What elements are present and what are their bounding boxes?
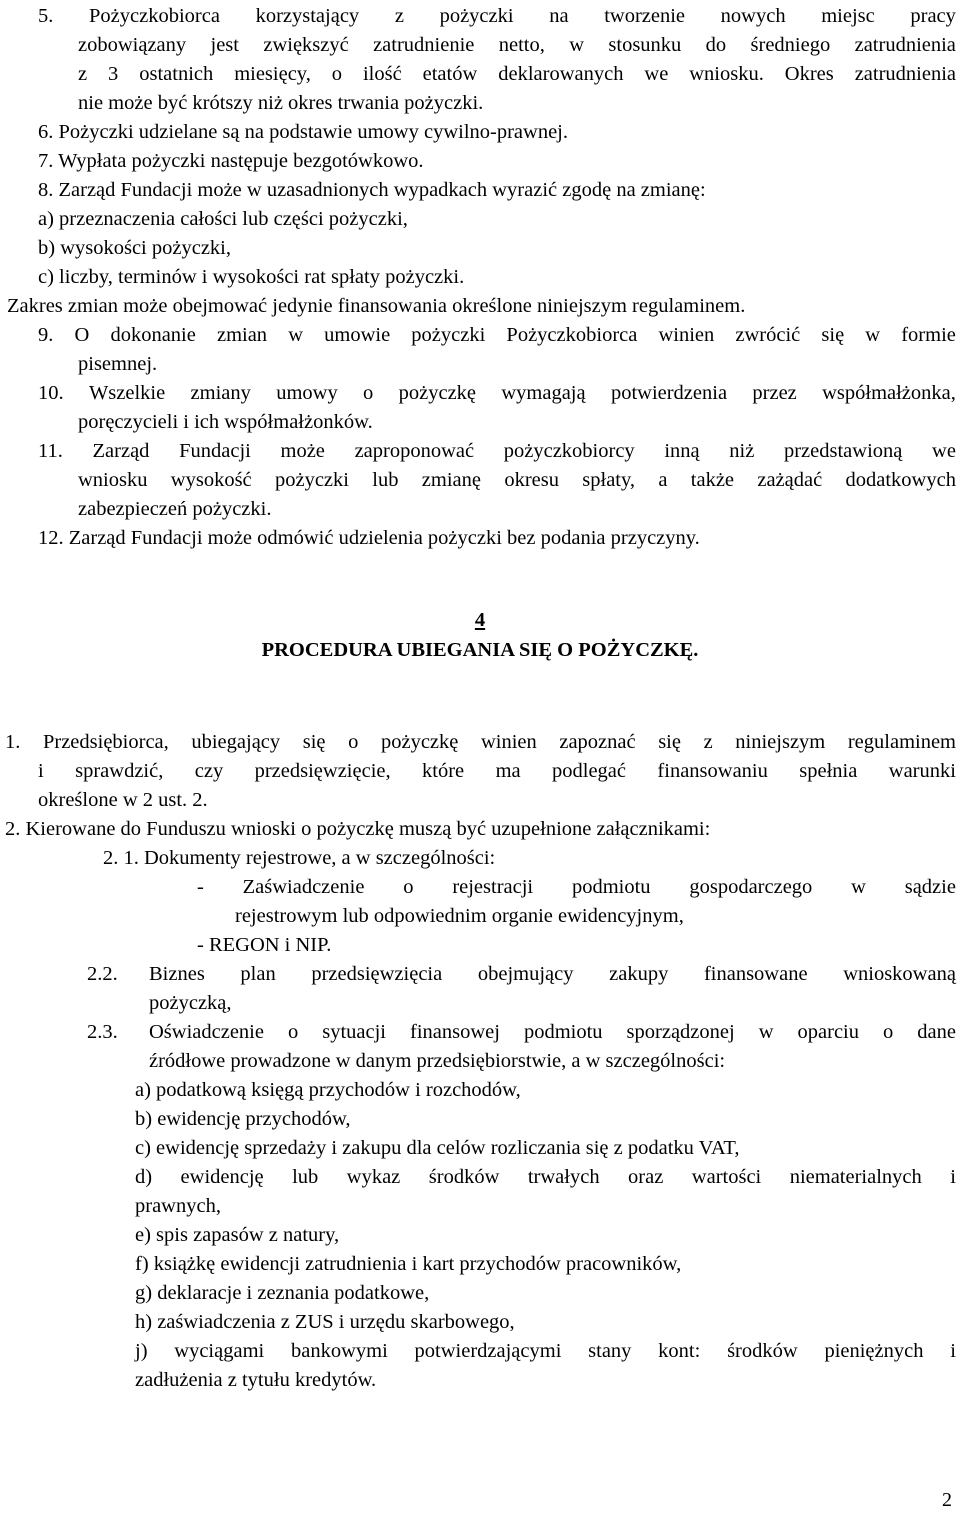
text-line: poręczycieli i ich współmałżonków.	[78, 411, 373, 433]
text-line: e) spis zapasów z natury,	[135, 1224, 340, 1246]
text-line: c) liczby, terminów i wysokości rat spłaty pożyczki.	[38, 266, 465, 288]
section-number: 4	[474, 609, 486, 631]
text-line: b) ewidencję przychodów,	[135, 1108, 351, 1130]
text-line: 1. Przedsiębiorca, ubiegający się o pożyczkę winien zapoznać się z niniejszym regulaminem	[5, 731, 956, 753]
text-line: f) książkę ewidencji zatrudnienia i kart przychodów pracowników,	[135, 1253, 682, 1275]
text-line: a) podatkową księgą przychodów i rozchodów,	[135, 1079, 521, 1101]
text-line: 2. 1. Dokumenty rejestrowe, a w szczególności:	[103, 847, 496, 869]
text-line: 8. Zarząd Fundacji może w uzasadnionych wypadkach wyrazić zgodę na zmianę:	[38, 179, 706, 201]
text-line: 6. Pożyczki udzielane są na podstawie umowy cywilno-prawnej.	[38, 121, 568, 143]
text-line: pożyczką,	[149, 992, 232, 1014]
page-number: 2	[942, 1489, 952, 1511]
text-line: nie może być krótszy niż okres trwania pożyczki.	[78, 92, 484, 114]
text-line: 5. Pożyczkobiorca korzystający z pożyczki na tworzenie nowych miejsc pracy	[38, 5, 956, 27]
text-line: 12. Zarząd Fundacji może odmówić udzielenia pożyczki bez podania przyczyny.	[38, 527, 700, 549]
text-line: Oświadczenie o sytuacji finansowej podmiotu sporządzonej w oparciu o dane	[149, 1021, 956, 1043]
text-line: 2. Kierowane do Funduszu wnioski o pożyczkę muszą być uzupełnione załącznikami:	[5, 818, 711, 840]
text-line: h) zaświadczenia z ZUS i urzędu skarbowego,	[135, 1311, 515, 1333]
text-line: - Zaświadczenie o rejestracji podmiotu gospodarczego w sądzie	[197, 876, 956, 898]
text-line: zadłużenia z tytułu kredytów.	[135, 1369, 377, 1391]
text-line: zabezpieczeń pożyczki.	[78, 498, 272, 520]
text-line: g) deklaracje i zeznania podatkowe,	[135, 1282, 430, 1304]
text-line: 10. Wszelkie zmiany umowy o pożyczkę wymagają potwierdzenia przez współmałżonka,	[38, 382, 956, 404]
text-line: 2.3.	[87, 1021, 118, 1043]
text-line: b) wysokości pożyczki,	[38, 237, 231, 259]
text-line: Biznes plan przedsięwzięcia obejmujący zakupy finansowane wnioskowaną	[149, 963, 956, 985]
text-line: źródłowe prowadzone w danym przedsiębiorstwie, a w szczególności:	[149, 1050, 726, 1072]
text-line: Zakres zmian może obejmować jedynie finansowania określone niniejszym regulaminem.	[7, 295, 746, 317]
text-line: rejestrowym lub odpowiednim organie ewidencyjnym,	[235, 905, 684, 927]
text-line: - REGON i NIP.	[197, 934, 332, 956]
text-line: 9. O dokonanie zmian w umowie pożyczki Pożyczkobiorca winien zwrócić się w formie	[38, 324, 956, 346]
text-line: pisemnej.	[78, 353, 158, 375]
text-line: 11. Zarząd Fundacji może zaproponować pożyczkobiorcy inną niż przedstawioną we	[38, 440, 956, 462]
text-line: 2.2.	[87, 963, 118, 985]
text-line: prawnych,	[135, 1195, 221, 1217]
text-line: z 3 ostatnich miesięcy, o ilość etatów deklarowanych we wniosku. Okres zatrudnienia	[78, 63, 956, 85]
text-line: i sprawdzić, czy przedsięwzięcie, które ma podlegać finansowaniu spełnia warunki	[38, 760, 956, 782]
text-line: d) ewidencję lub wykaz środków trwałych oraz wartości niematerialnych i	[135, 1166, 956, 1188]
text-line: 7. Wypłata pożyczki następuje bezgotówkowo.	[38, 150, 424, 172]
text-line: wniosku wysokość pożyczki lub zmianę okresu spłaty, a także zażądać dodatkowych	[78, 469, 956, 491]
text-line: zobowiązany jest zwiększyć zatrudnienie netto, w stosunku do średniego zatrudnienia	[78, 34, 956, 56]
text-line: j) wyciągami bankowymi potwierdzającymi stany kont: środków pieniężnych i	[135, 1340, 956, 1362]
text-line: a) przeznaczenia całości lub części pożyczki,	[38, 208, 408, 230]
text-line: określone w 2 ust. 2.	[38, 789, 208, 811]
text-line: c) ewidencję sprzedaży i zakupu dla celów rozliczania się z podatku VAT,	[135, 1137, 740, 1159]
section-title: PROCEDURA UBIEGANIA SIĘ O POŻYCZKĘ.	[261, 639, 699, 661]
